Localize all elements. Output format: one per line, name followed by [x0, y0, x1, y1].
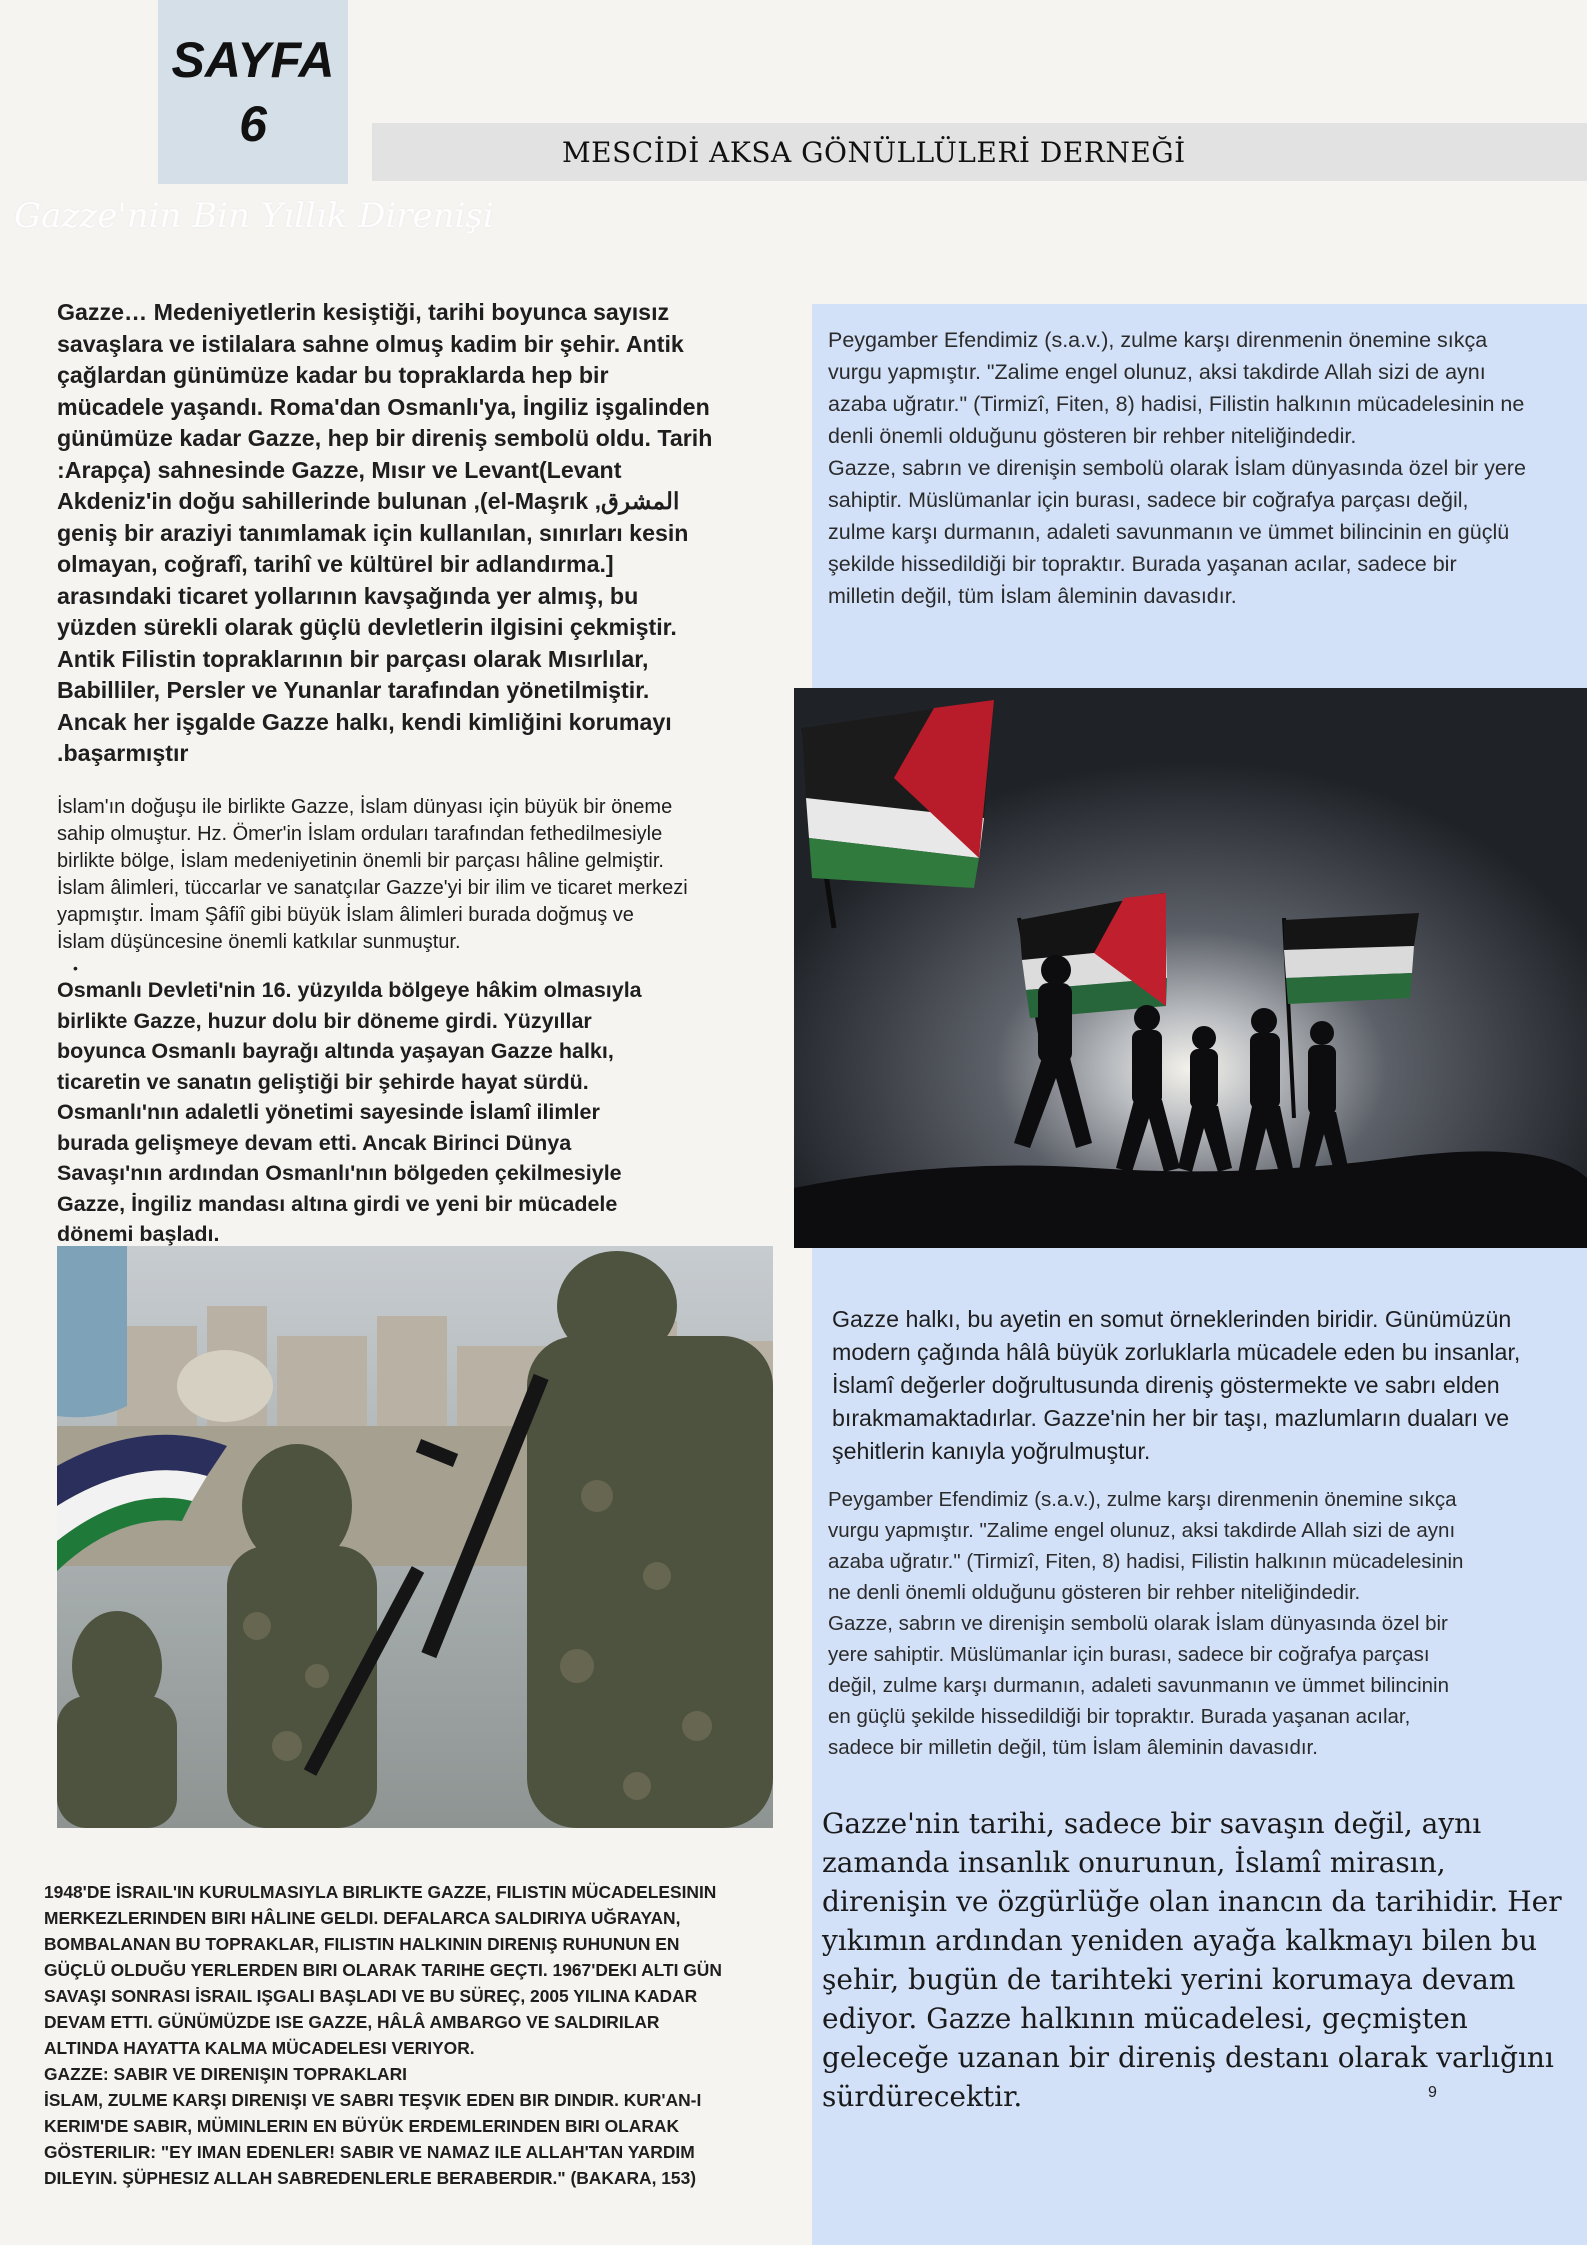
hadith-line: ne denli önemli olduğunu gösteren bir rehber niteliğindedir. — [828, 1581, 1361, 1604]
script-title: Gazze'nin Bin Yıllık Direnişi — [14, 196, 494, 236]
intro-line: arasındaki ticaret yollarının kavşağında yer almış, bu — [57, 582, 639, 609]
intro-line: :Arapça) sahnesinde Gazze, Mısır ve Levant(Levant — [57, 456, 622, 483]
hadith-line: azaba uğratır." (Tirmizî, Fiten, 8) hadisi, Filistin halkının mücadelesinin — [828, 1550, 1464, 1573]
islam-paragraph — [57, 794, 747, 956]
intro-line: yüzden sürekli olarak güçlü devletlerin ilgisini çekmiştir. — [57, 614, 677, 640]
caps-line: DEVAM ETTI. GÜNÜMÜZDE ISE GAZZE, HÂLÂ AMBARGO VE SALDIRILAR — [44, 2012, 660, 2032]
ottoman-line: Osmanlı Devleti'nin 16. yüzyılda bölgeye hâkim olmasıyla — [57, 978, 642, 1002]
hadith-line: azaba uğratır." (Tirmizî, Fiten, 8) hadisi, Filistin halkının mücadelesinin ne — [828, 392, 1525, 416]
hadith-line: Gazze, sabrın ve direnişin sembolü olarak İslam dünyasında özel bir — [828, 1612, 1448, 1635]
hadith-line: vurgu yapmıştır. "Zalime engel olunuz, aksi takdirde Allah sizi de aynı — [828, 1519, 1456, 1542]
gaza-people-line: İslamî değerler doğrultusunda direniş göstermekte ve sabrı elden — [832, 1372, 1500, 1398]
organization-name: MESCİDİ AKSA GÖNÜLLÜLERİ DERNEĞİ — [562, 135, 1186, 169]
hadith-line: değil, zulme karşı durmanın, adaleti savunmanın ve ümmet bilincinin — [828, 1674, 1449, 1697]
gaza-people-line: modern çağında hâlâ büyük zorluklarla mücadele eden bu insanlar, — [832, 1339, 1521, 1365]
closing-quote-line: ediyor. Gazze halkının mücadelesi, geçmişten — [822, 2002, 1468, 2035]
closing-quote-line: yıkımın ardından yeniden ayağa kalkmayı bilen bu — [822, 1924, 1537, 1957]
ottoman-line: Gazze, İngiliz mandası altına girdi ve yeni bir mücadele — [57, 1191, 618, 1216]
ottoman-line: Osmanlı'nın adaletli yönetimi sayesinde İslamî ilimler — [57, 1100, 600, 1124]
page-label-word: SAYFA — [171, 32, 335, 88]
caps-line: 1948'DE İSRAIL'IN KURULMASIYLA BIRLIKTE GAZZE, FILISTIN MÜCADELESININ — [44, 1882, 717, 1902]
intro-line: mücadele yaşandı. Roma'dan Osmanlı'ya, İngiliz işgalinden — [57, 393, 710, 420]
islam-line: İslam'ın doğuşu ile birlikte Gazze, İslam dünyası için büyük bir öneme — [57, 796, 673, 818]
gaza-people-line: şehitlerin kanıyla yoğrulmuştur. — [832, 1438, 1151, 1464]
caps-line: DILEYIN. ŞÜPHESIZ ALLAH SABREDENLERLE BERABERDIR." (BAKARA, 153) — [44, 2168, 697, 2188]
organization-banner — [372, 123, 1587, 181]
page-number: 9 — [1428, 2084, 1437, 2101]
intro-line: .başarmıştır — [57, 740, 189, 766]
islam-line: İslam âlimleri, tüccarlar ve sanatçılar Gazze'yi bir ilim ve ticaret merkezi — [57, 877, 688, 899]
intro-line: Babilliler, Persler ve Yunanlar tarafından yönetilmiştir. — [57, 677, 650, 703]
ottoman-line: boyunca Osmanlı bayrağı altında yaşayan Gazze halkı, — [57, 1039, 614, 1063]
fighters-illustration — [57, 1246, 773, 1828]
hadith-line: milletin değil, tüm İslam âleminin davasıdır. — [828, 584, 1237, 608]
intro-line: günümüze kadar Gazze, hep bir direniş sembolü oldu. Tarih — [57, 425, 713, 451]
hadith-line: vurgu yapmıştır. "Zalime engel olunuz, aksi takdirde Allah sizi de aynı — [828, 360, 1486, 384]
page-number-box — [158, 0, 348, 184]
hadith-line: Gazze, sabrın ve direnişin sembolü olarak İslam dünyasında özel bir yere — [828, 456, 1526, 480]
gaza-people-line: bırakmamaktadırlar. Gazze'nin her bir taşı, mazlumların duaları ve — [832, 1405, 1510, 1431]
flag-silhouette-illustration — [794, 688, 1587, 1248]
ottoman-line: burada gelişmeye devam etti. Ancak Birinci Dünya — [57, 1130, 572, 1155]
hadith-line: şekilde hissedildiği bir topraktır. Burada yaşanan acılar, sadece bir — [828, 552, 1457, 576]
gaza-people-paragraph — [832, 1303, 1552, 1468]
intro-line: olmayan, coğrafî, tarihî ve kültürel bir adlandırma.] — [57, 551, 614, 577]
caps-line: GÜÇLÜ OLDUĞU YERLERDEN BIRI OLARAK TARIHE GEÇTI. 1967'DEKI ALTI GÜN — [44, 1960, 722, 1980]
caps-line: GÖSTERILIR: "EY IMAN EDENLER! SABIR VE NAMAZ ILE ALLAH'TAN YARDIM — [44, 2142, 695, 2162]
gaza-people-line: Gazze halkı, bu ayetin en somut örneklerinden biridir. Günümüzün — [832, 1306, 1512, 1332]
ottoman-line: ticaretin ve sanatın geliştiği bir şehirde hayat sürdü. — [57, 1069, 589, 1094]
intro-line: savaşlara ve istilalara sahne olmuş kadim bir şehir. Antik — [57, 330, 684, 357]
intro-line: Antik Filistin topraklarının bir parçası olarak Mısırlılar, — [57, 645, 649, 672]
history-caps-paragraph — [44, 1879, 794, 2191]
page-label-number: 6 — [239, 96, 267, 152]
intro-line: Gazze… Medeniyetlerin kesiştiği, tarihi boyunca sayısız — [57, 299, 670, 325]
closing-quote-line: sürdürecektir. — [822, 2080, 1023, 2113]
ottoman-paragraph — [57, 975, 697, 1250]
caps-line: ALTINDA HAYATTA KALMA MÜCADELESI VERIYOR. — [44, 2038, 475, 2058]
closing-quote-line: geleceğe uzanan bir direniş destanı olarak varlığını — [822, 2041, 1554, 2074]
islam-line: İslam düşüncesine önemli katkılar sunmuştur. — [57, 931, 461, 953]
hadith-line: en güçlü şekilde hissedildiği bir topraktır. Burada yaşanan acılar, — [828, 1705, 1411, 1728]
hadith-line: zulme karşı durmanın, adaleti savunmanın ve ümmet bilincinin en güçlü — [828, 520, 1510, 544]
closing-quote — [822, 1804, 1562, 2116]
hadith-line: Peygamber Efendimiz (s.a.v.), zulme karşı direnmenin önemine sıkça — [828, 1488, 1457, 1511]
hadith-paragraph-top — [828, 324, 1578, 612]
ottoman-line: dönemi başladı. — [57, 1222, 220, 1246]
intro-line: geniş bir araziyi tanımlamak için kullanılan, sınırları kesin — [57, 519, 689, 546]
closing-quote-line: direnişin ve özgürlüğe olan inancın da tarihidir. Her — [822, 1885, 1562, 1918]
intro-line: Akdeniz'in doğu sahillerinde bulunan ,(el-Maşrık ,المشرق — [57, 488, 680, 514]
islam-line: sahip olmuştur. Hz. Ömer'in İslam orduları tarafından fethedilmesiyle — [57, 823, 663, 845]
closing-quote-line: Gazze'nin tarihi, sadece bir savaşın değil, aynı — [822, 1807, 1482, 1840]
islam-line: yapmıştır. İmam Şâfiî gibi büyük İslam âlimleri burada doğmuş ve — [57, 904, 634, 926]
ottoman-line: birlikte Gazze, huzur dolu bir döneme girdi. Yüzyıllar — [57, 1008, 592, 1033]
islam-line: birlikte bölge, İslam medeniyetinin önemli bir parçası hâline gelmiştir. — [57, 850, 664, 872]
hadith-paragraph-bottom — [828, 1484, 1528, 1763]
bullet-dot: • — [73, 960, 78, 976]
closing-quote-line: şehir, bugün de tarihteki yerini korumaya devam — [822, 1963, 1516, 1996]
intro-paragraph — [57, 297, 757, 770]
flag-silhouette-photo — [794, 688, 1587, 1248]
intro-line: Ancak her işgalde Gazze halkı, kendi kimliğini korumayı — [57, 708, 672, 735]
caps-line: GAZZE: SABIR VE DIRENIŞIN TOPRAKLARI — [44, 2064, 407, 2084]
hadith-line: sadece bir milletin değil, tüm İslam âleminin davasıdır. — [828, 1736, 1318, 1759]
closing-quote-line: zamanda insanlık onurunun, İslamî mirasın, — [822, 1846, 1446, 1879]
caps-line: İSLAM, ZULME KARŞI DIRENIŞI VE SABRI TEŞVIK EDEN BIR DINDIR. KUR'AN-I — [44, 2090, 702, 2110]
hadith-line: yere sahiptir. Müslümanlar için burası, sadece bir coğrafya parçası — [828, 1643, 1430, 1666]
caps-line: KERIM'DE SABIR, MÜMINLERIN EN BÜYÜK ERDEMLERINDEN BIRI OLARAK — [44, 2116, 680, 2136]
caps-line: MERKEZLERINDEN BIRI HÂLINE GELDI. DEFALARCA SALDIRIYA UĞRAYAN, — [44, 1908, 681, 1928]
hadith-line: Peygamber Efendimiz (s.a.v.), zulme karşı direnmenin önemine sıkça — [828, 328, 1488, 352]
hadith-line: denli önemli olduğunu gösteren bir rehber niteliğindedir. — [828, 424, 1357, 448]
intro-line: çağlardan günümüze kadar bu topraklarda hep bir — [57, 362, 609, 388]
ottoman-line: Savaşı'nın ardından Osmanlı'nın bölgeden çekilmesiyle — [57, 1161, 622, 1185]
hadith-line: sahiptir. Müslümanlar için burası, sadece bir coğrafya parçası değil, — [828, 488, 1469, 512]
caps-line: SAVAŞI SONRASI İSRAIL IŞGALI BAŞLADI VE BU SÜREÇ, 2005 YILINA KADAR — [44, 1986, 698, 2006]
fighters-photo — [57, 1246, 773, 1828]
caps-line: BOMBALANAN BU TOPRAKLAR, FILISTIN HALKININ DIRENIŞ RUHUNUN EN — [44, 1934, 680, 1954]
